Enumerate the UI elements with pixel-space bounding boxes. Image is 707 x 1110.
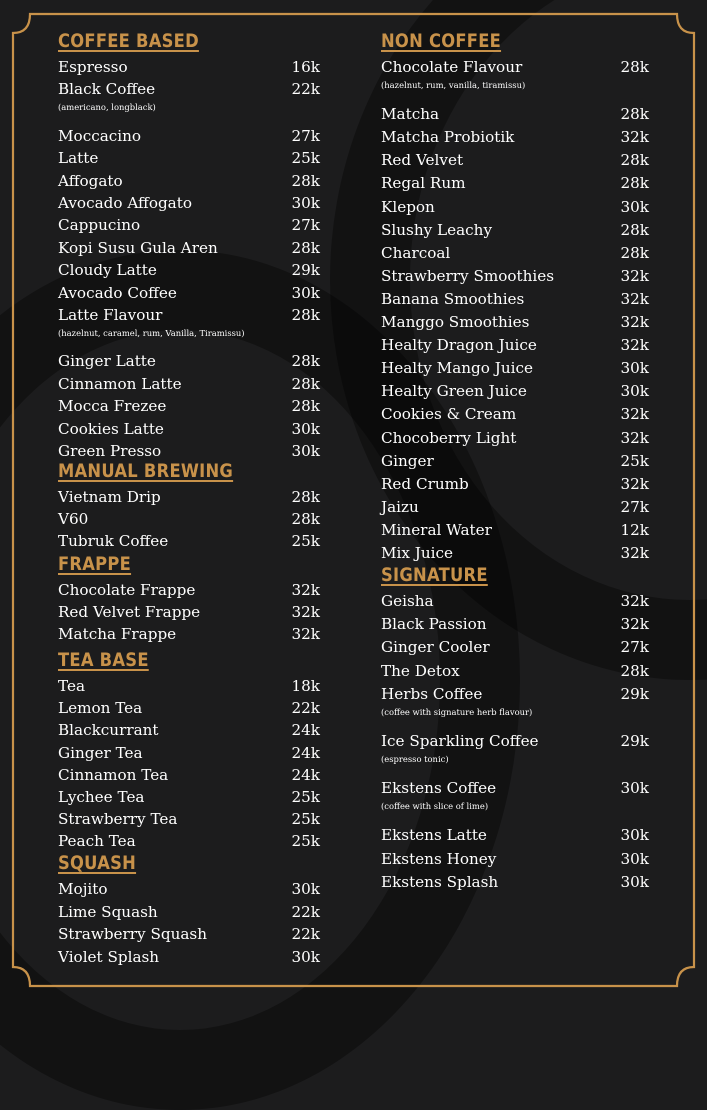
menu-item-name: Avocado Affogato bbox=[58, 194, 192, 212]
menu-item-name: Lychee Tea bbox=[58, 788, 145, 806]
menu-item-price: 25k bbox=[620, 451, 649, 470]
section-heading-signature: SIGNATURE bbox=[381, 564, 488, 586]
menu-item-price: 32k bbox=[291, 581, 320, 599]
menu-item-name: Geisha bbox=[381, 592, 434, 610]
menu-item-name: Matcha Frappe bbox=[58, 625, 177, 644]
menu-item-price: 22k bbox=[291, 80, 320, 99]
menu-item-name: Red Crumb bbox=[381, 474, 469, 493]
menu-item-note: (coffee with slice of lime) bbox=[381, 801, 489, 812]
menu-item-price: 28k bbox=[620, 243, 649, 262]
menu-item-price: 25k bbox=[291, 810, 320, 829]
menu-item-name: Cookies Latte bbox=[58, 419, 164, 438]
menu-item-name: Herbs Coffee bbox=[381, 684, 483, 703]
menu-item-price: 29k bbox=[291, 261, 320, 280]
menu-item-price: 28k bbox=[620, 151, 649, 170]
menu-item-note: (hazelnut, caramel, rum, Vanilla, Tiramissu) bbox=[58, 328, 245, 338]
menu-item-name: Matcha Probiotik bbox=[381, 128, 515, 147]
section-heading-frappe: FRAPPE bbox=[58, 553, 132, 575]
menu-item-price: 28k bbox=[620, 58, 649, 76]
menu-item-price: 28k bbox=[291, 306, 320, 324]
menu-item-price: 30k bbox=[291, 442, 320, 460]
menu-item-name: Ginger Latte bbox=[58, 352, 156, 371]
menu-item-name: Cinnamon Latte bbox=[58, 374, 182, 393]
menu-item-price: 30k bbox=[620, 359, 649, 378]
menu-item-price: 29k bbox=[620, 732, 649, 750]
menu-item-name: Kopi Susu Gula Aren bbox=[58, 238, 218, 257]
menu-item-name: Lime Squash bbox=[58, 902, 158, 921]
menu-item-name: Latte bbox=[58, 149, 99, 168]
menu-item-price: 25k bbox=[291, 788, 320, 806]
menu-item-price: 22k bbox=[291, 699, 320, 718]
menu-item-name: Ekstens Coffee bbox=[381, 779, 497, 798]
menu-item-name: Espresso bbox=[58, 58, 128, 76]
menu-item-price: 18k bbox=[291, 677, 320, 695]
menu-item-name: Blackcurrant bbox=[58, 721, 159, 740]
menu-item-price: 30k bbox=[620, 872, 649, 891]
menu-item-price: 30k bbox=[291, 283, 320, 302]
section-heading-tea-base: TEA BASE bbox=[58, 649, 149, 671]
menu-item-name: The Detox bbox=[381, 661, 460, 680]
menu-item-note: (americano, longblack) bbox=[58, 102, 156, 113]
menu-item-name: Jaizu bbox=[381, 497, 419, 516]
menu-item-price: 27k bbox=[620, 497, 649, 516]
menu-item-price: 16k bbox=[291, 58, 320, 76]
menu-item-name: Tubruk Coffee bbox=[58, 532, 169, 551]
menu-item-name: Ekstens Honey bbox=[381, 849, 497, 868]
menu-item-price: 28k bbox=[620, 661, 649, 680]
menu-item-price: 28k bbox=[291, 488, 320, 506]
menu-item-name: Mojito bbox=[58, 880, 108, 898]
menu-item-name: Vietnam Drip bbox=[58, 488, 161, 506]
menu-item-price: 30k bbox=[620, 779, 649, 798]
menu-item-price: 32k bbox=[620, 592, 649, 610]
menu-item-price: 32k bbox=[291, 625, 320, 644]
menu-item-name: Black Coffee bbox=[58, 80, 156, 99]
menu-item-name: Latte Flavour bbox=[58, 306, 163, 324]
menu-item-price: 32k bbox=[620, 313, 649, 331]
menu-item-name: Banana Smoothies bbox=[381, 289, 525, 308]
menu-item-price: 30k bbox=[620, 382, 649, 401]
menu-item-price: 28k bbox=[620, 174, 649, 193]
menu-item-name: Moccacino bbox=[58, 126, 142, 145]
section-heading-non-coffee: NON COFFEE bbox=[381, 30, 502, 52]
menu-item-price: 30k bbox=[620, 849, 649, 868]
menu-item-name: Red Velvet Frappe bbox=[58, 603, 201, 622]
menu-item-name: Mocca Frezee bbox=[58, 397, 167, 416]
menu-item-name: Green Presso bbox=[58, 442, 162, 460]
menu-item-price: 24k bbox=[291, 765, 320, 784]
menu-item-name: Cookies & Cream bbox=[381, 405, 517, 424]
menu-item-name: Ginger Tea bbox=[58, 743, 143, 762]
menu-item-price: 30k bbox=[291, 947, 320, 966]
menu-item-note: (hazelnut, rum, vanilla, tiramissu) bbox=[381, 80, 526, 90]
menu-item-price: 28k bbox=[291, 374, 320, 393]
menu-item-price: 30k bbox=[620, 826, 649, 845]
menu-item-price: 28k bbox=[620, 220, 649, 239]
menu-item-name: Chocolate Flavour bbox=[381, 58, 523, 76]
menu-item-price: 32k bbox=[620, 474, 649, 493]
menu-item-name: Ekstens Splash bbox=[381, 872, 499, 891]
menu-item-name: Charcoal bbox=[381, 243, 451, 262]
menu-item-name: Peach Tea bbox=[58, 832, 136, 851]
menu-item-name: Strawberry Tea bbox=[58, 810, 178, 829]
menu-item-price: 28k bbox=[291, 352, 320, 371]
menu-item-name: Ginger Cooler bbox=[381, 638, 490, 657]
menu-item-name: Healty Green Juice bbox=[381, 382, 527, 401]
menu-item-name: V60 bbox=[58, 510, 89, 529]
menu-item-name: Matcha bbox=[381, 105, 440, 124]
menu-item-price: 29k bbox=[620, 684, 649, 703]
menu-item-price: 32k bbox=[291, 603, 320, 622]
menu-item-price: 24k bbox=[291, 721, 320, 740]
menu-item-price: 28k bbox=[291, 397, 320, 416]
menu-item-price: 22k bbox=[291, 902, 320, 921]
menu-item-name: Cappucino bbox=[58, 216, 141, 235]
menu-item-name: Violet Splash bbox=[58, 947, 160, 966]
menu-item-name: Healty Mango Juice bbox=[381, 359, 533, 378]
section-heading-squash: SQUASH bbox=[58, 852, 137, 874]
menu-item-price: 22k bbox=[291, 925, 320, 944]
menu-item-name: Affogato bbox=[58, 171, 123, 190]
section-heading-manual-brewing: MANUAL BREWING bbox=[58, 460, 234, 482]
menu-item-name: Chocoberry Light bbox=[381, 428, 517, 447]
menu-item-price: 32k bbox=[620, 128, 649, 147]
menu-item-note: (espresso tonic) bbox=[381, 754, 449, 764]
menu-item-price: 30k bbox=[291, 194, 320, 212]
menu-item-name: Manggo Smoothies bbox=[381, 313, 530, 331]
menu-item-name: Cloudy Latte bbox=[58, 261, 157, 280]
menu-item-price: 32k bbox=[620, 405, 649, 424]
menu-item-price: 25k bbox=[291, 532, 320, 551]
menu-item-name: Strawberry Smoothies bbox=[381, 266, 555, 285]
menu-item-price: 28k bbox=[620, 105, 649, 124]
menu-item-name: Healty Dragon Juice bbox=[381, 336, 537, 355]
menu-item-price: 28k bbox=[291, 510, 320, 529]
menu-item-name: Ekstens Latte bbox=[381, 826, 487, 845]
section-heading-coffee-based: COFFEE BASED bbox=[58, 30, 199, 52]
menu-item-name: Strawberry Squash bbox=[58, 925, 207, 944]
menu-item-name: Ginger bbox=[381, 451, 434, 470]
menu-item-price: 30k bbox=[291, 419, 320, 438]
menu-item-price: 32k bbox=[620, 266, 649, 285]
menu-item-price: 28k bbox=[291, 171, 320, 190]
menu-item-name: Mix Juice bbox=[381, 544, 454, 562]
menu-item-price: 32k bbox=[620, 289, 649, 308]
menu-item-name: Black Passion bbox=[381, 615, 487, 634]
menu-item-name: Chocolate Frappe bbox=[58, 581, 196, 599]
menu-item-name: Mineral Water bbox=[381, 520, 492, 539]
menu-item-price: 25k bbox=[291, 832, 320, 851]
menu-item-price: 24k bbox=[291, 743, 320, 762]
menu-item-note: (coffee with signature herb flavour) bbox=[381, 706, 533, 717]
menu-item-price: 32k bbox=[620, 336, 649, 355]
menu-item-price: 30k bbox=[620, 197, 649, 216]
menu-item-name: Avocado Coffee bbox=[58, 283, 177, 302]
menu-item-name: Regal Rum bbox=[381, 174, 466, 193]
menu-item-price: 32k bbox=[620, 615, 649, 634]
menu-item-price: 32k bbox=[620, 428, 649, 447]
menu-item-price: 30k bbox=[291, 880, 320, 898]
menu-item-price: 28k bbox=[291, 238, 320, 257]
menu-item-price: 32k bbox=[620, 544, 649, 562]
menu-item-name: Tea bbox=[58, 677, 85, 695]
menu-item-name: Ice Sparkling Coffee bbox=[381, 732, 539, 750]
menu-item-name: Klepon bbox=[381, 197, 435, 216]
menu-item-price: 12k bbox=[620, 520, 649, 539]
menu-item-price: 27k bbox=[291, 216, 320, 235]
menu-item-price: 25k bbox=[291, 149, 320, 168]
menu-item-price: 27k bbox=[620, 638, 649, 657]
menu-item-name: Lemon Tea bbox=[58, 699, 143, 718]
menu-item-name: Red Velvet bbox=[381, 151, 464, 170]
menu-item-price: 27k bbox=[291, 126, 320, 145]
menu-item-name: Cinnamon Tea bbox=[58, 765, 169, 784]
menu-item-name: Slushy Leachy bbox=[381, 220, 493, 239]
